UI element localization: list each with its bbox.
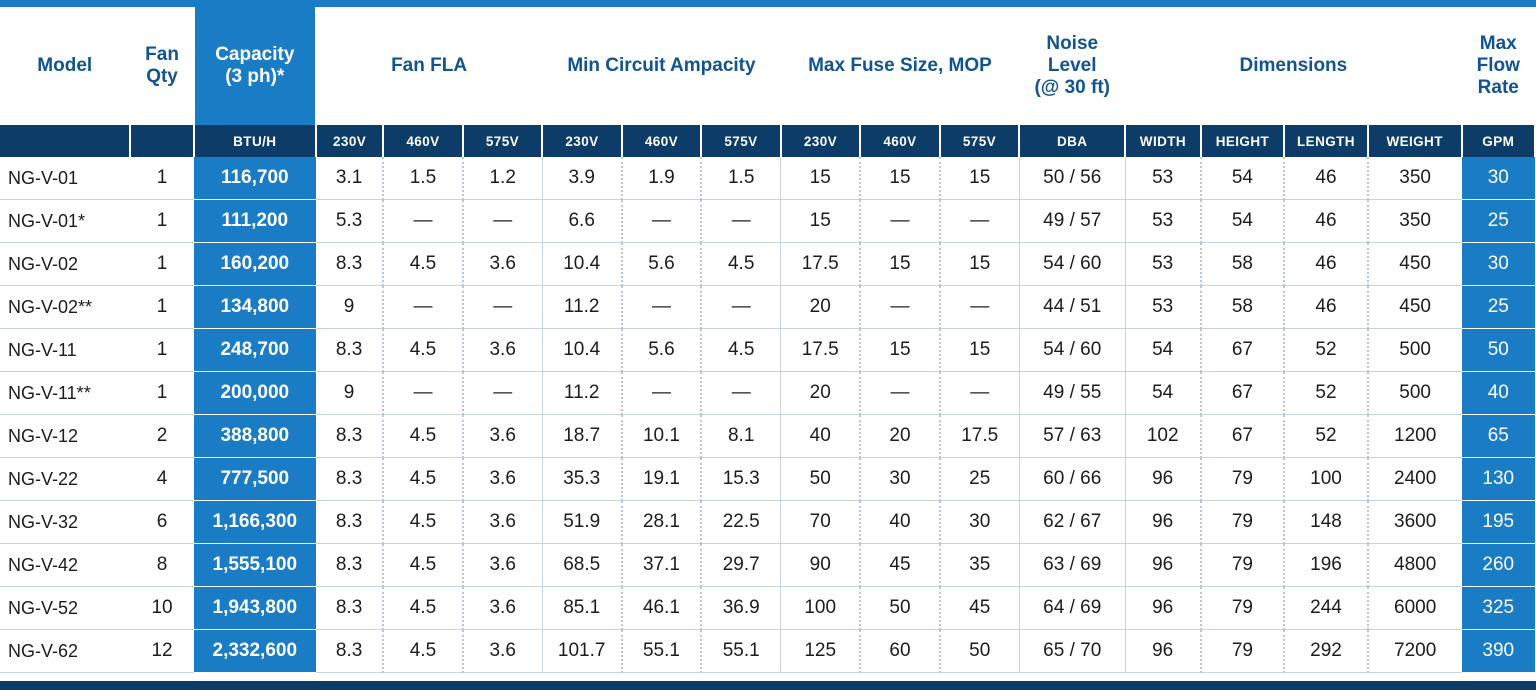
cell-fan-qty: 2 [130,415,193,458]
cell-mfs-230v: 40 [781,415,861,458]
cell-dim-height: 79 [1201,501,1285,544]
cell-mca-460v: 28.1 [622,501,702,544]
cell-model: NG-V-42 [0,544,130,587]
header-capacity-line1: Capacity [215,44,295,66]
cell-mca-460v: 37.1 [622,544,702,587]
header-model: Model [0,7,130,125]
cell-fla-230v: 3.1 [316,157,383,200]
header-capacity [194,7,316,125]
cell-dim-height: 79 [1201,587,1285,630]
cell-fla-460v: 4.5 [383,458,463,501]
cell-fla-230v: 8.3 [316,329,383,372]
header-max-flow-rate-line1: Max [1479,33,1517,55]
cell-mfs-230v: 17.5 [781,329,861,372]
cell-mca-230v: 35.3 [542,458,622,501]
unit-noise-dba: DBA [1019,125,1125,157]
cell-mfs-575v: 17.5 [940,415,1020,458]
cell-model: NG-V-11 [0,329,130,372]
cell-dim-weight: 1200 [1368,415,1462,458]
cell-model: NG-V-22 [0,458,130,501]
header-capacity-line2: (3 ph)* [225,66,285,87]
cell-mfs-575v: 15 [940,157,1020,200]
header-fan-qty [130,7,193,125]
cell-fan-qty: 12 [130,630,193,673]
unit-mca-575v: 575V [701,125,781,157]
cell-mfs-230v: 20 [781,372,861,415]
cell-mca-230v: 68.5 [542,544,622,587]
cell-mfs-575v: 35 [940,544,1020,587]
header-noise-level-line1: Noise [1046,33,1099,55]
header-noise-level-line3: (@ 30 ft) [1034,76,1110,98]
cell-dim-width: 96 [1125,501,1200,544]
cell-dim-height: 79 [1201,544,1285,587]
header-fan-fla: Fan FLA [316,7,542,125]
cell-dim-weight: 7200 [1368,630,1462,673]
header-noise-level-line2: Level [1047,55,1097,77]
unit-model [0,125,130,157]
unit-capacity: BTU/H [194,125,316,157]
cell-mca-575v: 4.5 [701,329,781,372]
cell-mfs-460v: 50 [860,587,940,630]
cell-fla-230v: 8.3 [316,501,383,544]
cell-gpm: 195 [1462,501,1535,544]
cell-gpm: 40 [1462,372,1535,415]
cell-noise-level: 50 / 56 [1019,157,1125,200]
table-body [0,157,1535,673]
cell-mfs-575v: 15 [940,243,1020,286]
cell-dim-length: 244 [1284,587,1368,630]
cell-mca-460v: 5.6 [622,243,702,286]
cell-mca-575v: 36.9 [701,587,781,630]
cell-noise-level: 54 / 60 [1019,329,1125,372]
cell-mfs-230v: 70 [781,501,861,544]
cell-model: NG-V-32 [0,501,130,544]
cell-capacity: 1,943,800 [194,587,316,630]
cell-noise-level: 65 / 70 [1019,630,1125,673]
header-max-flow-rate [1462,7,1535,125]
cell-dim-weight: 3600 [1368,501,1462,544]
cell-mfs-575v: 50 [940,630,1020,673]
cell-mfs-575v: 25 [940,458,1020,501]
cell-dim-length: 100 [1284,458,1368,501]
cell-mca-230v: 51.9 [542,501,622,544]
table-top-rule [0,0,1536,7]
cell-dim-weight: 350 [1368,200,1462,243]
cell-fla-575v: 3.6 [463,415,543,458]
cell-dim-length: 52 [1284,415,1368,458]
cell-noise-level: 64 / 69 [1019,587,1125,630]
cell-mca-575v: 1.5 [701,157,781,200]
cell-dim-length: 46 [1284,157,1368,200]
header-noise-level [1019,7,1125,125]
cell-gpm: 325 [1462,587,1535,630]
cell-model: NG-V-02 [0,243,130,286]
cell-mca-230v: 3.9 [542,157,622,200]
cell-dim-weight: 4800 [1368,544,1462,587]
cell-noise-level: 57 / 63 [1019,415,1125,458]
cell-fan-qty: 1 [130,200,193,243]
cell-dim-weight: 450 [1368,286,1462,329]
table-header-units [0,125,1535,157]
cell-mfs-575v: — [940,372,1020,415]
cell-mfs-575v: — [940,200,1020,243]
unit-dim-width: WIDTH [1125,125,1200,157]
table-row [0,458,1535,501]
cell-mfs-460v: 20 [860,415,940,458]
cell-mfs-460v: — [860,372,940,415]
cell-mca-575v: — [701,200,781,243]
cell-dim-length: 52 [1284,372,1368,415]
cell-mca-460v: — [622,200,702,243]
cell-fan-qty: 1 [130,286,193,329]
cell-dim-width: 54 [1125,372,1200,415]
cell-mfs-460v: — [860,200,940,243]
cell-dim-length: 46 [1284,200,1368,243]
cell-mca-230v: 6.6 [542,200,622,243]
cell-mfs-460v: 30 [860,458,940,501]
cell-mca-460v: 10.1 [622,415,702,458]
unit-dim-weight: WEIGHT [1368,125,1462,157]
table-row [0,329,1535,372]
cell-gpm: 30 [1462,243,1535,286]
cell-gpm: 65 [1462,415,1535,458]
cell-fan-qty: 6 [130,501,193,544]
cell-gpm: 260 [1462,544,1535,587]
cell-mfs-230v: 90 [781,544,861,587]
table-footer-gap [0,673,1536,681]
cell-dim-weight: 500 [1368,372,1462,415]
cell-dim-height: 54 [1201,157,1285,200]
cell-gpm: 390 [1462,630,1535,673]
cell-fla-230v: 5.3 [316,200,383,243]
cell-mca-575v: 22.5 [701,501,781,544]
cell-mfs-460v: 40 [860,501,940,544]
cell-dim-weight: 6000 [1368,587,1462,630]
cell-mfs-460v: 45 [860,544,940,587]
cell-mfs-230v: 100 [781,587,861,630]
cell-capacity: 116,700 [194,157,316,200]
cell-mca-460v: — [622,286,702,329]
cell-mca-575v: 8.1 [701,415,781,458]
cell-fla-230v: 8.3 [316,243,383,286]
cell-dim-length: 46 [1284,286,1368,329]
cell-model: NG-V-62 [0,630,130,673]
cell-gpm: 25 [1462,286,1535,329]
cell-mfs-460v: 15 [860,157,940,200]
unit-dim-length: LENGTH [1284,125,1368,157]
cell-dim-width: 53 [1125,200,1200,243]
cell-dim-weight: 500 [1368,329,1462,372]
table-row [0,372,1535,415]
cell-gpm: 25 [1462,200,1535,243]
cell-mca-575v: 55.1 [701,630,781,673]
cell-dim-length: 196 [1284,544,1368,587]
cell-dim-length: 46 [1284,243,1368,286]
cell-dim-length: 52 [1284,329,1368,372]
cell-mca-230v: 85.1 [542,587,622,630]
cell-dim-width: 96 [1125,587,1200,630]
cell-mca-575v: 29.7 [701,544,781,587]
cell-mca-230v: 18.7 [542,415,622,458]
cell-fla-575v: — [463,286,543,329]
cell-mfs-460v: 15 [860,243,940,286]
cell-mca-575v: — [701,286,781,329]
unit-fla-460v: 460V [383,125,463,157]
cell-capacity: 248,700 [194,329,316,372]
unit-mfs-230v: 230V [781,125,861,157]
cell-mca-575v: 4.5 [701,243,781,286]
cell-dim-height: 58 [1201,243,1285,286]
cell-dim-height: 54 [1201,200,1285,243]
cell-mfs-460v: 15 [860,329,940,372]
unit-mca-230v: 230V [542,125,622,157]
unit-fla-230v: 230V [316,125,383,157]
cell-mca-230v: 101.7 [542,630,622,673]
cell-gpm: 50 [1462,329,1535,372]
table-row [0,587,1535,630]
cell-fla-230v: 8.3 [316,458,383,501]
cell-mfs-575v: 30 [940,501,1020,544]
cell-fla-460v: 1.5 [383,157,463,200]
cell-noise-level: 62 / 67 [1019,501,1125,544]
cell-fla-575v: 3.6 [463,329,543,372]
cell-fla-460v: 4.5 [383,415,463,458]
cell-fla-230v: 8.3 [316,630,383,673]
cell-noise-level: 60 / 66 [1019,458,1125,501]
cell-mca-230v: 11.2 [542,286,622,329]
cell-capacity: 777,500 [194,458,316,501]
cell-fla-230v: 8.3 [316,415,383,458]
cell-fla-575v: 3.6 [463,544,543,587]
header-fan-qty-line2: Qty [146,66,178,87]
cell-dim-width: 53 [1125,286,1200,329]
cell-dim-height: 79 [1201,458,1285,501]
cell-mfs-230v: 20 [781,286,861,329]
cell-model: NG-V-02** [0,286,130,329]
cell-fla-460v: 4.5 [383,329,463,372]
cell-model: NG-V-11** [0,372,130,415]
cell-fla-460v: 4.5 [383,587,463,630]
unit-fla-575v: 575V [463,125,543,157]
cell-fan-qty: 1 [130,157,193,200]
cell-mca-460v: 1.9 [622,157,702,200]
unit-mfs-575v: 575V [940,125,1020,157]
header-fan-qty-line1: Fan [145,44,179,66]
header-max-flow-rate-line2: Flow [1476,55,1520,77]
table-row [0,200,1535,243]
cell-dim-width: 96 [1125,630,1200,673]
cell-capacity: 2,332,600 [194,630,316,673]
cell-dim-width: 53 [1125,157,1200,200]
cell-fla-575v: 3.6 [463,458,543,501]
cell-fla-460v: 4.5 [383,243,463,286]
cell-noise-level: 63 / 69 [1019,544,1125,587]
cell-fla-575v: 3.6 [463,501,543,544]
cell-fla-575v: — [463,372,543,415]
cell-dim-weight: 350 [1368,157,1462,200]
table-row [0,544,1535,587]
cell-mfs-460v: — [860,286,940,329]
cell-dim-weight: 2400 [1368,458,1462,501]
unit-dim-height: HEIGHT [1201,125,1285,157]
unit-gpm: GPM [1462,125,1535,157]
specification-table [0,7,1536,673]
cell-dim-weight: 450 [1368,243,1462,286]
table-bottom-rule [0,681,1536,690]
cell-dim-height: 58 [1201,286,1285,329]
cell-capacity: 1,166,300 [194,501,316,544]
cell-mca-460v: 5.6 [622,329,702,372]
cell-dim-width: 53 [1125,243,1200,286]
cell-fla-230v: 9 [316,372,383,415]
cell-fla-230v: 9 [316,286,383,329]
cell-noise-level: 49 / 55 [1019,372,1125,415]
cell-capacity: 200,000 [194,372,316,415]
cell-fla-575v: 1.2 [463,157,543,200]
cell-fla-460v: — [383,286,463,329]
cell-mca-460v: 46.1 [622,587,702,630]
table-row [0,501,1535,544]
cell-fla-230v: 8.3 [316,544,383,587]
cell-fan-qty: 8 [130,544,193,587]
cell-mfs-230v: 50 [781,458,861,501]
cell-fla-460v: — [383,372,463,415]
unit-mfs-460v: 460V [860,125,940,157]
table-row [0,415,1535,458]
cell-fan-qty: 10 [130,587,193,630]
cell-fan-qty: 1 [130,243,193,286]
cell-dim-length: 292 [1284,630,1368,673]
table-row [0,286,1535,329]
cell-dim-width: 54 [1125,329,1200,372]
cell-mca-575v: — [701,372,781,415]
cell-fan-qty: 1 [130,372,193,415]
cell-mfs-575v: 45 [940,587,1020,630]
unit-mca-460v: 460V [622,125,702,157]
cell-mca-460v: — [622,372,702,415]
cell-fla-575v: — [463,200,543,243]
cell-fla-460v: 4.5 [383,630,463,673]
cell-noise-level: 49 / 57 [1019,200,1125,243]
cell-dim-length: 148 [1284,501,1368,544]
header-max-flow-rate-line3: Rate [1477,76,1519,98]
cell-noise-level: 44 / 51 [1019,286,1125,329]
cell-mca-460v: 19.1 [622,458,702,501]
cell-fla-460v: 4.5 [383,544,463,587]
table-row [0,157,1535,200]
cell-gpm: 130 [1462,458,1535,501]
cell-mfs-575v: 15 [940,329,1020,372]
cell-fla-460v: — [383,200,463,243]
header-min-circuit-ampacity: Min Circuit Ampacity [542,7,781,125]
header-dimensions: Dimensions [1125,7,1461,125]
cell-mfs-460v: 60 [860,630,940,673]
cell-capacity: 160,200 [194,243,316,286]
cell-mca-230v: 11.2 [542,372,622,415]
cell-fan-qty: 1 [130,329,193,372]
cell-mfs-575v: — [940,286,1020,329]
header-max-fuse-size: Max Fuse Size, MOP [781,7,1020,125]
cell-dim-height: 67 [1201,329,1285,372]
cell-fla-575v: 3.6 [463,587,543,630]
cell-fla-575v: 3.6 [463,630,543,673]
cell-model: NG-V-01* [0,200,130,243]
cell-dim-width: 102 [1125,415,1200,458]
table-row [0,243,1535,286]
table-header-groups [0,7,1535,125]
cell-fla-575v: 3.6 [463,243,543,286]
cell-mca-230v: 10.4 [542,243,622,286]
cell-noise-level: 54 / 60 [1019,243,1125,286]
cell-dim-width: 96 [1125,458,1200,501]
cell-mca-230v: 10.4 [542,329,622,372]
cell-fla-230v: 8.3 [316,587,383,630]
cell-capacity: 388,800 [194,415,316,458]
unit-fan-qty [130,125,193,157]
cell-mfs-230v: 15 [781,157,861,200]
cell-fla-460v: 4.5 [383,501,463,544]
cell-mca-575v: 15.3 [701,458,781,501]
cell-dim-height: 67 [1201,415,1285,458]
table-row [0,630,1535,673]
cell-capacity: 134,800 [194,286,316,329]
cell-mfs-230v: 17.5 [781,243,861,286]
cell-mfs-230v: 125 [781,630,861,673]
cell-gpm: 30 [1462,157,1535,200]
cell-model: NG-V-12 [0,415,130,458]
cell-model: NG-V-52 [0,587,130,630]
cell-mca-460v: 55.1 [622,630,702,673]
cell-model: NG-V-01 [0,157,130,200]
cell-fan-qty: 4 [130,458,193,501]
cell-capacity: 1,555,100 [194,544,316,587]
cell-dim-height: 67 [1201,372,1285,415]
cell-dim-height: 79 [1201,630,1285,673]
cell-dim-width: 96 [1125,544,1200,587]
cell-capacity: 111,200 [194,200,316,243]
cell-mfs-230v: 15 [781,200,861,243]
